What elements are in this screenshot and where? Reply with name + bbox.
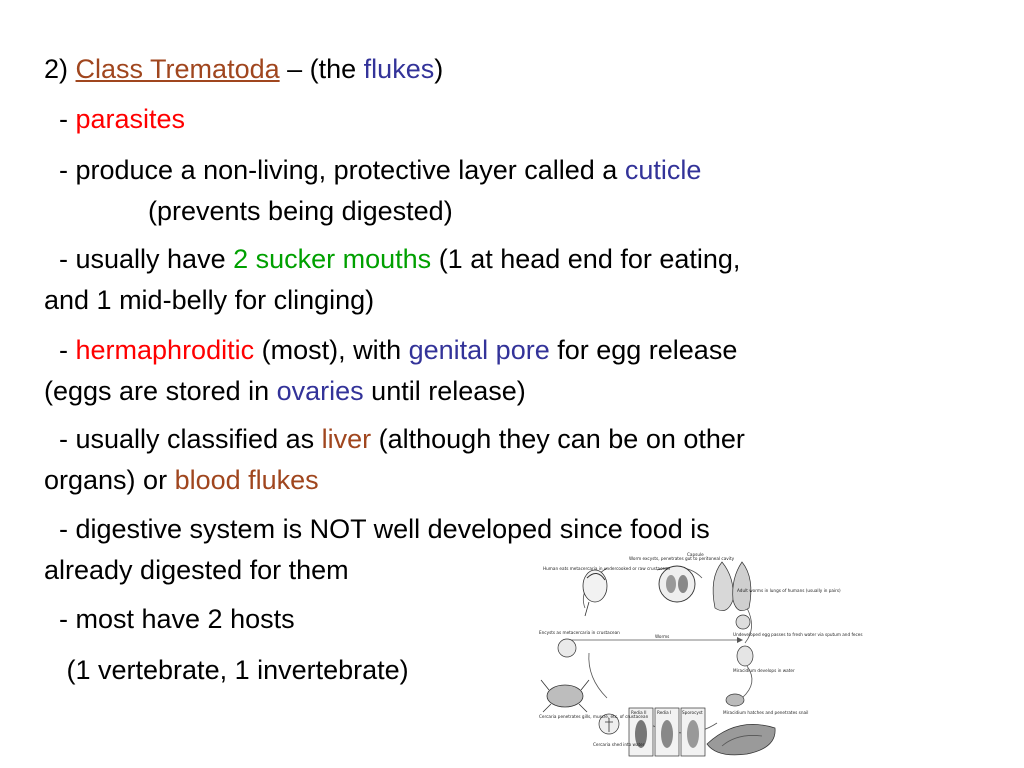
label-miracidium-hatch: Miracidium hatches and penetrates snail [723,710,809,715]
label-cercaria-shed: Cercaria shed into water [593,742,645,747]
bullet-digestive [44,512,710,546]
class-name: Class Trematoda [75,54,280,84]
label-redia-2: Redia II [631,710,647,715]
bullet-dash: - [44,104,76,134]
heading-close: ) [434,54,444,84]
bullet-cuticle [44,153,701,187]
lung-icon [713,562,733,611]
bullet-text: (1 vertebrate, 1 invertebrate) [44,655,409,685]
common-name: flukes [363,54,435,84]
bullet-text: - most have 2 hosts [44,604,295,634]
miracidium-hatch-icon [726,694,744,706]
bullet-text: already digested for them [44,555,349,585]
label-worms: Worms [655,634,670,639]
bullet-digestive-cont [44,553,349,587]
fluke-life-cycle-diagram [537,548,863,764]
bullet-text: organs) or [44,465,175,495]
bullet-text: (most), with [254,335,409,365]
label-encysts: Encysts as metacercaria in crustacean [539,630,620,635]
bullet-text: for egg release [549,335,738,365]
bullet-text: (prevents being digested) [148,196,453,226]
bullet-hosts [44,602,295,636]
miracidium-icon [737,646,753,666]
label-cercaria-pen: Cercaria penetrates gills, muscle, etc. of crustacean [539,714,649,719]
bullet-sucker-mouths-cont [44,283,374,317]
term-hermaphroditic: hermaphroditic [75,335,255,365]
life-cycle-svg [537,548,863,764]
egg-icon [736,615,750,629]
heading-dash: – (the [279,54,364,84]
bullet-hermaphroditic [44,333,737,367]
heading-line [44,52,443,86]
label-human: Human eats metacercaria in undercooked or raw crustacean [543,566,671,571]
bullet-text: (1 at head end for eating, [431,244,741,274]
label-eggs: Undeveloped egg passes to fresh water via sputum and feces [733,632,863,637]
arrow-head [737,637,743,643]
term-genital-pore: genital pore [408,335,550,365]
bullet-text: - [44,335,76,365]
bullet-liver [44,422,745,456]
bullet-parasites [44,102,185,136]
redia-icon [661,720,673,748]
cycle-arrow [589,653,607,698]
worm-icon [678,575,688,593]
bullet-text: (eggs are stored in [44,376,277,406]
bullet-text: (although they can be on other [371,424,745,454]
label-sporocyst: Sporocyst [682,710,703,715]
label-worm-excyst: Worm excysts, penetrates gut to peritoneal cavity [629,556,735,561]
bullet-text: - usually have [44,244,234,274]
bullet-hosts-detail [44,653,409,687]
heading-number: 2) [44,54,69,84]
human-head-icon [583,570,607,602]
term-blood-flukes: blood flukes [174,465,319,495]
crab-icon [547,685,583,707]
bullet-cuticle-cont [148,194,453,228]
capsule-icon [659,566,695,602]
worm-icon [666,575,676,593]
bullet-text: - produce a non-living, protective layer called a [44,155,625,185]
bullet-text: and 1 mid-belly for clinging) [44,285,375,315]
term-liver: liver [321,424,372,454]
snail-icon [707,724,775,754]
term-ovaries: ovaries [276,376,364,406]
lung-icon [733,562,751,611]
term-cuticle: cuticle [624,155,702,185]
bullet-liver-cont [44,463,319,497]
label-adult: Adult worms in lungs of humans (usually in pairs) [737,588,841,593]
bullet-text: - usually classified as [44,424,322,454]
label-redia-1: Redia I [657,710,672,715]
bullet-sucker-mouths [44,242,740,276]
sporocyst-icon [687,720,699,748]
metacercaria-icon [558,639,576,657]
term-parasites: parasites [75,104,186,134]
human-arm-icon [585,602,589,616]
label-miracidium-dev: Miracidium develops in water [733,668,795,673]
bullet-hermaphroditic-cont [44,374,526,408]
term-sucker-mouths: 2 sucker mouths [233,244,432,274]
bullet-text: until release) [363,376,526,406]
label-capsule: Capsule [687,552,704,557]
bullet-text: - digestive system is NOT well developed since food is [44,514,710,544]
